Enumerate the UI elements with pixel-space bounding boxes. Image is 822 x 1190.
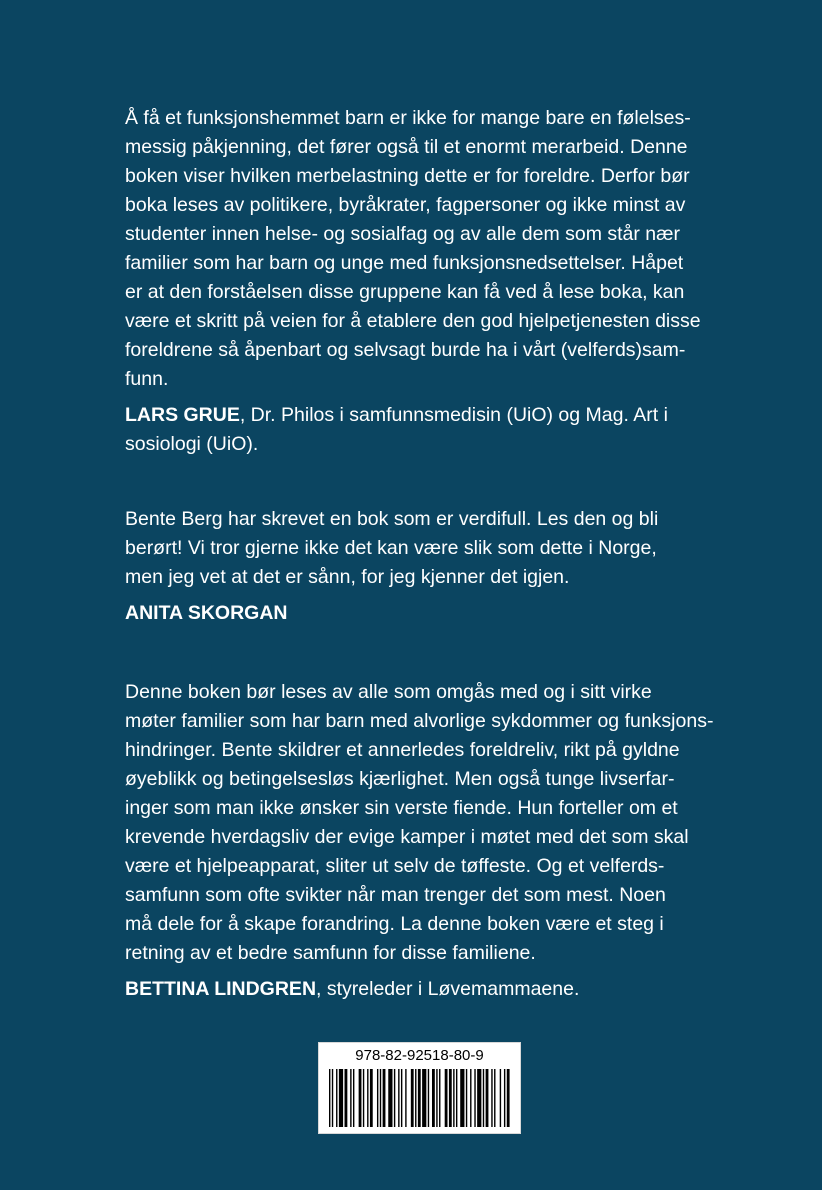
blurb-line: Å få et funksjonshemmet barn er ikke for mange bare en følelses-	[125, 107, 691, 129]
blurb-line: være et hjelpeapparat, sliter ut selv de tøffeste. Og et velferds-	[125, 855, 665, 877]
barcode-bar	[436, 1069, 437, 1127]
blurb-1-attribution	[125, 401, 715, 459]
blurb-line: Bente Berg har skrevet en bok som er verdifull. Les den og bli	[125, 508, 659, 530]
barcode-bars	[329, 1069, 511, 1127]
blurb-line: er at den forståelsen disse gruppene kan få ved å lese boka, kan	[125, 281, 685, 303]
barcode-bar	[449, 1069, 452, 1127]
author-credentials: sosiologi (UiO).	[125, 433, 259, 455]
barcode-bar	[460, 1069, 464, 1127]
barcode-bar	[507, 1069, 510, 1127]
author-name: ANITA SKORGAN	[125, 602, 288, 624]
blurb-line: men jeg vet at det er sånn, for jeg kjenner det igjen.	[125, 566, 570, 588]
author-credentials: , Dr. Philos i samfunnsmedisin (UiO) og Mag. Art i	[239, 404, 668, 426]
blurb-line: messig påkjenning, det fører også til et enormt merarbeid. Denne	[125, 136, 688, 158]
barcode-bar	[466, 1069, 467, 1127]
barcode-bar	[491, 1069, 492, 1127]
barcode-bar	[428, 1069, 429, 1127]
barcode-bar	[353, 1069, 354, 1127]
barcode-bar	[401, 1069, 402, 1127]
blurb-line: krevende hverdagsliv der evige kamper i møtet med det som skal	[125, 826, 689, 848]
blurb-line: foreldrene så åpenbart og selvsagt burde ha i vårt (velferds)sam-	[125, 339, 686, 361]
blurb-line: retning av et bedre samfunn for disse familiene.	[125, 942, 536, 964]
back-cover-text	[125, 104, 715, 1004]
blurb-1	[125, 104, 715, 394]
barcode-bar	[453, 1069, 454, 1127]
barcode-bar	[377, 1069, 378, 1127]
blurb-line: møter familier som har barn med alvorlige sykdommer og funksjons-	[125, 710, 714, 732]
author-name: BETTINA LINDGREN	[125, 978, 317, 1000]
barcode-bar	[370, 1069, 373, 1127]
barcode-bar	[470, 1069, 471, 1127]
barcode-bar	[329, 1069, 330, 1127]
blurb-line: familier som har barn og unge med funksjonsnedsettelser. Håpet	[125, 252, 684, 274]
barcode-bar	[445, 1069, 448, 1127]
barcode-bar	[456, 1069, 457, 1127]
barcode-bar	[494, 1069, 495, 1127]
barcode-bar	[345, 1069, 348, 1127]
barcode-bar	[500, 1069, 501, 1127]
blurb-line: må dele for å skape forandring. La denne boken være et steg i	[125, 913, 664, 935]
blurb-line: boka leses av politikere, byråkrater, fagpersoner og ikke minst av	[125, 194, 686, 216]
barcode-bar	[388, 1069, 392, 1127]
blurb-line: hindringer. Bente skildrer et annerledes foreldreliv, rikt på gyldne	[125, 739, 680, 761]
blurb-line: være et skritt på veien for å etablere den god hjelpetjenesten disse	[125, 310, 701, 332]
blurb-line: inger som man ikke ønsker sin verste fiende. Hun forteller om et	[125, 797, 678, 819]
blurb-2	[125, 505, 715, 592]
isbn-number: 978-82-92518-80-9	[355, 1047, 484, 1064]
barcode-bar	[477, 1069, 481, 1127]
barcode-bar	[411, 1069, 414, 1127]
barcode-bar	[439, 1069, 440, 1127]
barcode-bar	[486, 1069, 489, 1127]
barcode-bar	[359, 1069, 362, 1127]
blurb-3-attribution	[125, 975, 715, 1004]
blurb-line: øyeblikk og betingelsesløs kjærlighet. Men også tunge livserfar-	[125, 768, 675, 790]
barcode-bar	[380, 1069, 381, 1127]
barcode-bar	[383, 1069, 386, 1127]
barcode-bar	[432, 1069, 435, 1127]
isbn-barcode	[318, 1042, 521, 1134]
barcode-bar	[367, 1069, 368, 1127]
barcode-bar	[394, 1069, 395, 1127]
barcode-bar	[483, 1069, 484, 1127]
barcode-bar	[350, 1069, 351, 1127]
barcode-bar	[422, 1069, 426, 1127]
barcode-bar	[363, 1069, 364, 1127]
author-name: LARS GRUE	[125, 404, 240, 426]
blurb-line: berørt! Vi tror gjerne ikke det kan være slik som dette i Norge,	[125, 537, 657, 559]
blurb-3	[125, 678, 715, 968]
barcode-bar	[332, 1069, 333, 1127]
barcode-bar	[415, 1069, 416, 1127]
blurb-line: funn.	[125, 368, 169, 390]
blurb-line: studenter innen helse- og sosialfag og av alle dem som står nær	[125, 223, 680, 245]
barcode-bar	[504, 1069, 505, 1127]
barcode-bar	[418, 1069, 421, 1127]
author-credentials: , styreleder i Løvemammaene.	[316, 978, 580, 1000]
blurb-2-attribution	[125, 599, 715, 628]
barcode-bar	[339, 1069, 343, 1127]
barcode-bar	[336, 1069, 337, 1127]
barcode-bar	[405, 1069, 406, 1127]
barcode-bar	[398, 1069, 399, 1127]
blurb-line: samfunn som ofte svikter når man trenger det som mest. Noen	[125, 884, 666, 906]
barcode-bar	[474, 1069, 475, 1127]
blurb-line: boken viser hvilken merbelastning dette er for foreldre. Derfor bør	[125, 165, 690, 187]
blurb-line: Denne boken bør leses av alle som omgås med og i sitt virke	[125, 681, 652, 703]
